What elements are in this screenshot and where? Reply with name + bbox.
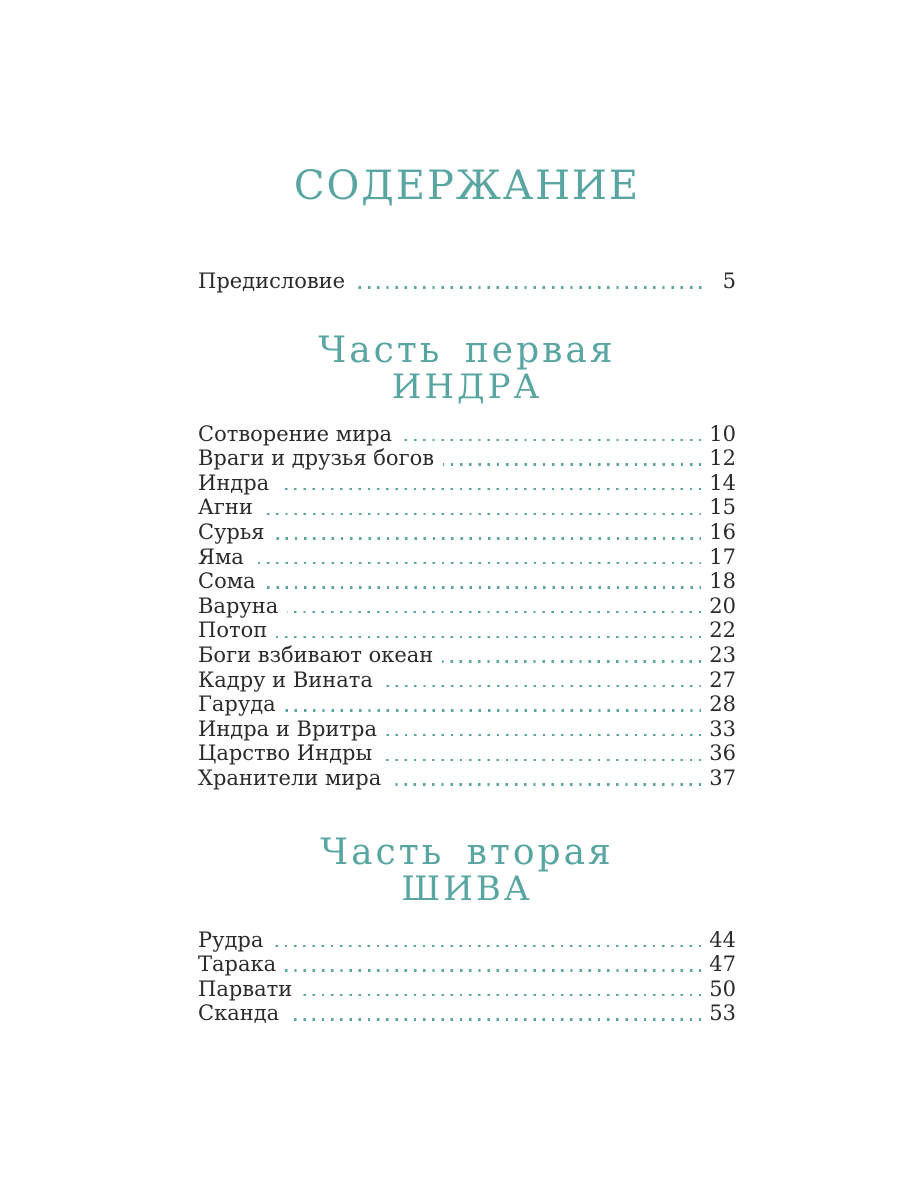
toc-entry <box>198 692 736 717</box>
toc-entry-page: 37 <box>709 765 736 790</box>
dot-leader <box>276 636 701 638</box>
toc-entry <box>198 668 736 693</box>
dot-leader <box>253 562 701 564</box>
toc-entry-title: Боги взбивают океан <box>198 642 434 667</box>
toc-entry-title: Индра и Вритра <box>198 716 378 741</box>
toc-entry-title: Кадру и Вината <box>198 667 373 692</box>
dot-leader <box>278 488 701 490</box>
toc-entry <box>198 422 736 447</box>
toc-entry <box>198 269 736 294</box>
dot-leader <box>381 759 701 761</box>
part-two-entries <box>198 928 736 1026</box>
dot-leader <box>354 286 702 288</box>
toc-entry-title: Парвати <box>198 976 293 1001</box>
toc-entry-title: Сканда <box>198 1001 280 1026</box>
contents-title: СОДЕРЖАНИЕ <box>293 163 641 209</box>
toc-entry-title: Тарака <box>198 952 277 977</box>
toc-entry-page: 17 <box>709 544 736 569</box>
toc-entry-title: Потоп <box>198 618 268 643</box>
toc-entry <box>198 952 736 977</box>
toc-entry <box>198 545 736 570</box>
toc-entry <box>198 520 736 545</box>
toc-entry-page: 14 <box>709 470 736 495</box>
dot-leader <box>265 586 702 588</box>
dot-leader <box>274 537 702 539</box>
toc-entry-page: 15 <box>709 495 736 520</box>
toc-entry <box>198 495 736 520</box>
toc-entry-title: Индра <box>198 470 270 495</box>
toc-entry-page: 23 <box>709 642 736 667</box>
dot-leader <box>386 734 701 736</box>
toc-entry-page: 36 <box>709 741 736 766</box>
toc-entry-title: Сурья <box>198 519 265 544</box>
toc-entry <box>198 977 736 1002</box>
toc-entry <box>198 471 736 496</box>
toc-entry-title: Яма <box>198 544 244 569</box>
part-title: ИНДРА <box>391 366 543 407</box>
toc-entry <box>198 928 736 953</box>
part-label: Часть первая <box>318 329 616 371</box>
part-title: ШИВА <box>401 868 533 909</box>
contents-page <box>198 0 736 1026</box>
dot-leader <box>285 969 701 971</box>
dot-leader <box>285 709 702 711</box>
toc-entry-page: 33 <box>709 716 736 741</box>
toc-entry-page: 5 <box>722 269 736 293</box>
dot-leader <box>287 611 701 613</box>
toc-entry-page: 10 <box>709 421 736 446</box>
toc-entry-page: 22 <box>709 618 736 643</box>
dot-leader <box>262 513 701 515</box>
dot-leader <box>272 945 701 947</box>
dot-leader <box>443 463 701 465</box>
toc-entry <box>198 741 736 766</box>
toc-entry-title: Хранители мира <box>198 765 382 790</box>
toc-entry-title: Агни <box>198 495 253 520</box>
toc-entry-page: 27 <box>709 667 736 692</box>
toc-entry-page: 53 <box>709 1001 736 1026</box>
toc-entry-title: Сотворение мира <box>198 421 393 446</box>
toc-entry <box>198 446 736 471</box>
toc-entry <box>198 618 736 643</box>
toc-entry-page: 28 <box>709 692 736 717</box>
toc-entry <box>198 594 736 619</box>
toc-entry-title: Враги и друзья богов <box>198 446 435 471</box>
dot-leader <box>288 1018 701 1020</box>
part-one-entries <box>198 422 736 791</box>
toc-entry <box>198 766 736 791</box>
toc-entry-page: 18 <box>709 569 736 594</box>
toc-entry-page: 16 <box>709 519 736 544</box>
toc-entry-title: Варуна <box>198 593 279 618</box>
part-label: Часть вторая <box>320 831 614 873</box>
dot-leader <box>390 783 701 785</box>
toc-entry-title: Гаруда <box>198 692 276 717</box>
toc-entry <box>198 569 736 594</box>
dot-leader <box>442 660 701 662</box>
dot-leader <box>401 439 701 441</box>
toc-entry-page: 50 <box>709 976 736 1001</box>
toc-entry-title: Рудра <box>198 927 264 952</box>
dot-leader <box>382 685 701 687</box>
toc-entry-title: Предисловие <box>198 269 346 293</box>
toc-entry <box>198 1001 736 1026</box>
toc-entry-page: 44 <box>709 927 736 952</box>
dot-leader <box>301 994 701 996</box>
toc-entry-title: Сома <box>198 569 256 594</box>
toc-entry-page: 20 <box>709 593 736 618</box>
toc-entry-page: 12 <box>709 446 736 471</box>
toc-entry <box>198 717 736 742</box>
toc-entry-page: 47 <box>709 952 736 977</box>
toc-entry <box>198 643 736 668</box>
preface-block <box>198 269 736 294</box>
toc-entry-title: Царство Индры <box>198 741 373 766</box>
